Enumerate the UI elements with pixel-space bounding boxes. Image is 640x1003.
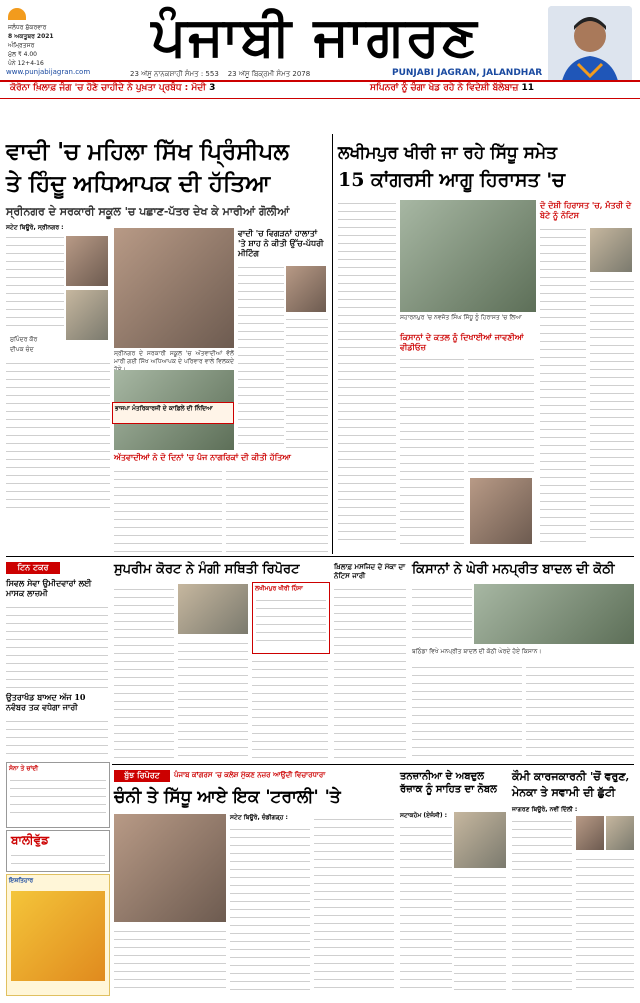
- victim2-name: ਦੀਪਕ ਚੰਦ: [10, 346, 34, 353]
- market-label: ਸੋਨਾ ਤੇ ਚਾਂਦੀ: [9, 765, 38, 772]
- lakhimpur-body-col1: [338, 198, 396, 544]
- tin-takkar-body2: [6, 716, 108, 756]
- lead-quote: ਅੱਤਵਾਦੀਆਂ ਨੇ ਦੋ ਦਿਨਾਂ 'ਚ ਪੰਜ ਨਾਗਰਿਕਾਂ ਦੀ ਕੀਤੀ ਹੱਤਿਆ: [114, 452, 291, 462]
- badal-body: [412, 584, 472, 644]
- nobel-headline[interactable]: ਤਨਜ਼ਾਨੀਆ ਦੇ ਅਬਦੁਲ ਰੱਜ਼ਾਕ ਨੂੰ ਸਾਹਿਤ ਦਾ ਨੋਬਲ: [400, 771, 497, 795]
- badal-column-head[interactable]: ਖ਼ਿਲਾਫ਼ ਮਸਜਿਦ ਦੇ ਮੱਕਾ ਦਾ ਨੋਟਿਸ ਜਾਰੀ: [334, 562, 406, 580]
- lakhimpur-headline-2[interactable]: 15 ਕਾਂਗਰਸੀ ਆਗੂ ਹਿਰਾਸਤ 'ਚ: [338, 169, 565, 191]
- bjp-box: [112, 402, 234, 424]
- masthead-day: ਜਲੰਧਰ ਸ਼ੁੱਕਰਵਾਰ: [8, 24, 47, 31]
- market-rates: [10, 775, 106, 819]
- channi-body-col2: [314, 814, 394, 994]
- channi-body-col3: [114, 926, 226, 994]
- lead-body-col1: [6, 232, 64, 330]
- supreme-box: [252, 582, 330, 654]
- top-ticker: [0, 80, 640, 99]
- masthead-edition: ਅੰਮ੍ਰਿਤਸਰ: [8, 42, 35, 49]
- nobel-body: [400, 822, 452, 994]
- bottom-ticker[interactable]: ਪੰਜਾਬ ਕਾਂਗਰਸ 'ਚ ਕਲੇਸ਼ ਮੁੱਕਣ ਨਜ਼ਰ ਆਉਂਦੀ ਵਿਚਾਰਧਾਰਾ: [174, 771, 326, 779]
- channi-sidhu-headline[interactable]: ਚੰਨੀ ਤੇ ਸਿੱਧੂ ਆਏ ਇਕ 'ਟਰਾਲੀ' 'ਤੇ: [114, 787, 341, 807]
- supreme-box-body: [256, 595, 326, 645]
- supreme-headline[interactable]: ਸੁਪਰੀਮ ਕੋਰਟ ਨੇ ਮੰਗੀ ਸਥਿਤੀ ਰਿਪੋਰਟ: [114, 562, 300, 577]
- supreme-body-col1: [114, 584, 174, 760]
- maneka-byline: ਜਾਗਰਣ ਬਿਊਰੋ, ਨਵੀਂ ਦਿੱਲੀ :: [512, 806, 578, 813]
- maneka-headline-2[interactable]: ਮੇਨਕਾ ਤੇ ਸਵਾਮੀ ਦੀ ਛੁੱਟੀ: [512, 786, 616, 799]
- tin-takkar-body: [6, 602, 108, 688]
- lead-photo-caption: ਸ੍ਰੀਨਗਰ ਦੇ ਸਰਕਾਰੀ ਸਕੂਲ 'ਚ ਅੱਤਵਾਦੀਆਂ ਵੱਲੋਂ ਮਾਰੀ ਗਈ ਸਿੱਖ ਅਧਿਆਪਕ ਦੇ ਪਰਿਵਾਰ ਵਾਲੇ ਵਿਲਕਦੇ: [114, 350, 234, 365]
- masthead-price: ਮੁੱਲ ₹ 4.00: [8, 51, 37, 58]
- supreme-body-col3: [252, 656, 328, 760]
- victim2-photo: [66, 290, 108, 340]
- ticker-right-page: 11: [521, 83, 535, 93]
- maneka-body: [512, 816, 572, 994]
- maneka-headline-1[interactable]: ਕੌਮੀ ਕਾਰਜਕਾਰਨੀ 'ਚੋਂ ਵਰੁਣ,: [512, 770, 630, 783]
- website-url[interactable]: www.punjabijagran.com: [6, 68, 91, 76]
- lakhimpur-headline-1[interactable]: ਲਖੀਮਪੁਰ ਖੀਰੀ ਜਾ ਰਹੇ ਸਿੱਧੂ ਸਮੇਤ: [338, 143, 558, 163]
- badal-headline[interactable]: ਕਿਸਾਨਾਂ ਨੇ ਘੇਰੀ ਮਨਪ੍ਰੀਤ ਬਾਦਲ ਦੀ ਕੋਠੀ: [412, 562, 615, 577]
- nobel-body2: [454, 872, 506, 994]
- ad-label: ਇਸ਼ਤਿਹਾਰ: [9, 877, 34, 884]
- vencobb-ad[interactable]: [6, 874, 110, 996]
- shah-meeting-body: [238, 262, 284, 448]
- nobel-author-photo: [454, 812, 506, 868]
- lead-headline-2[interactable]: ਤੇ ਹਿੰਦੂ ਅਧਿਆਪਕ ਦੀ ਹੱਤਿਆ: [6, 170, 271, 197]
- lakhimpur-side-body2: [590, 276, 634, 544]
- lakhimpur-body-col2: [400, 354, 464, 544]
- nanakshahi-date: 23 ਅੱਸੂ ਨਾਨਕਸ਼ਾਹੀ ਸੰਮਤ : 553: [130, 70, 219, 78]
- tin-takkar-sub[interactable]: ਉਤਰਾਖੰਡ ਬਾਅਦ ਅੱਜ 10 ਨਵੰਬਰ ਤਕ ਵਧੇਗਾ ਜਾਰੀ: [6, 692, 86, 712]
- ashish-mishra-photo: [590, 228, 632, 272]
- lead-byline: ਸਟੇਟ ਬਿਊਰੋ, ਸ੍ਰੀਨਗਰ :: [6, 224, 64, 231]
- bjp-box-title: ਭਾਜਪਾ ਮੰਤਰਿਕਾਰਜੀ ਦੇ ਕਾਫ਼ਿਲੇ ਦੀ ਨਿੰਦਿਆ: [115, 405, 213, 412]
- lower-divider: [112, 764, 634, 765]
- shah-meeting-body2: [286, 314, 328, 448]
- victim1-name: ਸੁਪਿੰਦਰ ਕੌਰ: [10, 336, 38, 343]
- ticker-left[interactable]: [10, 83, 215, 93]
- bollywood-body: [11, 850, 105, 866]
- bollywood-label: ਬਾਲੀਵੁੱਡ: [11, 833, 49, 847]
- supreme-body-col2: [178, 638, 248, 760]
- masthead-pages: ਪੰਨੇ 12+4-16: [8, 60, 44, 67]
- lead-subhead: ਸ੍ਰੀਨਗਰ ਦੇ ਸਰਕਾਰੀ ਸਕੂਲ 'ਚ ਪਛਾਣ-ਪੱਤਰ ਦੇਖ ਕੇ ਮਾਰੀਆਂ ਗੋਲੀਆਂ: [6, 205, 290, 218]
- newspaper-title: ਪੰਜਾਬੀ ਜਾਗਰਣ: [151, 4, 479, 68]
- buzz-report-label: ਬੁੱਝ ਰਿਪੋਰਟ: [114, 770, 170, 782]
- publisher-place: PUNJABI JAGRAN, JALANDHAR: [392, 68, 543, 78]
- ad-image: [11, 891, 105, 981]
- bollywood-box[interactable]: [6, 830, 110, 872]
- lakhimpur-sub: ਕਿਸਾਨਾਂ ਦੇ ਕਤਲ ਨੂੰ ਦਿਖਾਈਆਂ ਜਾਵਣੀਆਂ ਵੀਡੀਓਜ਼: [400, 332, 524, 352]
- tin-takkar-label: ਟਿਨ ਟਕਰ: [6, 562, 60, 574]
- shah-meeting-title[interactable]: ਵਾਦੀ 'ਚ ਵਿਗੜਨਾਂ ਹਾਲਾਤਾਂ 'ਤੇ ਸ਼ਾਹ ਨੇ ਕੀਤੀ ਉੱਚ-ਪੱਧਰੀ ਮੀਟਿੰਗ: [238, 228, 324, 258]
- badal-body3: [526, 662, 634, 760]
- lakhimpur-body-col3: [468, 354, 534, 474]
- amit-shah-photo: [286, 266, 326, 312]
- supreme-box-title: ਲਖੀਮਪੁਰ ਖੀਰੀ ਹਿੰਸਾ: [255, 585, 303, 592]
- badal-protest-photo: [474, 584, 634, 644]
- ticker-left-page: 3: [209, 83, 216, 93]
- lead-body-col3: [226, 466, 328, 556]
- channi-byline: ਸਟੇਟ ਬਿਊਰੋ, ਚੰਡੀਗੜ੍ਹ :: [230, 814, 288, 821]
- ticker-left-text: ਕੋਰੋਨਾ ਖ਼ਿਲਾਫ਼ ਜੰਗ 'ਚ ਹੋਣੇ ਚਾਹੀਦੇ ਨੇ ਪੁਖ਼ਤਾ ਪ੍ਰਬੰਧ : ਮੋਦੀ: [10, 83, 206, 93]
- badal-body2: [412, 662, 522, 760]
- badal-caption: ਬਠਿੰਡਾ ਵਿਖੇ ਮਨਪ੍ਰੀਤ ਬਾਦਲ ਦੀ ਕੋਠੀ ਘੇਰਦੇ ਹੋਏ ਕਿਸਾਨ।: [412, 648, 542, 655]
- lead-body-col2: [114, 466, 222, 556]
- ticker-right[interactable]: [370, 83, 534, 93]
- maneka-photo: [576, 816, 604, 850]
- victim1-photo: [66, 236, 108, 286]
- masthead-date: 8 ਅਕਤੂਬਰ 2021: [8, 33, 54, 40]
- lead-headline-1[interactable]: ਵਾਦੀ 'ਚ ਮਹਿਲਾ ਸਿੱਖ ਪ੍ਰਿੰਸੀਪਲ: [6, 138, 289, 165]
- sidhu-detained-photo: [400, 200, 536, 312]
- ticker-right-text: ਸਪਿਨਰਾਂ ਨੂੰ ਚੰਗਾ ਖੇਡ ਰਹੇ ਨੇ ਵਿਦੇਸ਼ੀ ਬੱਲੇਬਾਜ਼: [370, 83, 519, 93]
- nobel-byline: ਸਟਾਕਹੋਮ (ਏਜੰਸੀ) :: [400, 812, 448, 819]
- lakhimpur-side-body: [540, 224, 586, 544]
- masthead-info-block: [8, 8, 94, 68]
- maneka-body2: [576, 854, 634, 994]
- lead-body-col1b: [6, 358, 110, 508]
- bikrami-date: 23 ਅੱਸੂ ਬਿਕ੍ਰਮੀ ਸੰਮਤ 2078: [227, 70, 311, 78]
- masthead-calendar: [130, 70, 310, 79]
- lakhimpur-caption: ਸਹਾਰਨਪੁਰ 'ਚ ਨਵਜੋਤ ਸਿੰਘ ਸਿੱਧੂ ਨੂੰ ਹਿਰਾਸਤ 'ਚ ਲਿਆ: [400, 314, 522, 321]
- varun-photo: [606, 816, 634, 850]
- column-divider: [332, 134, 333, 554]
- market-box: [6, 762, 110, 828]
- farmer-portrait: [470, 478, 532, 544]
- lakhimpur-side-title[interactable]: ਦੋ ਦੋਸ਼ੀ ਹਿਰਾਸਤ 'ਚ, ਮੰਤਰੀ ਦੇ ਬੇਟੇ ਨੂੰ ਨੋਟਿਸ: [540, 200, 632, 220]
- channi-sidhu-photo: [114, 814, 226, 922]
- section-divider: [6, 556, 634, 557]
- channi-body-col1: [230, 824, 310, 994]
- supreme-court-photo: [178, 584, 248, 634]
- lead-main-photo: [114, 228, 234, 348]
- tin-takkar-title[interactable]: ਸਿਵਲ ਸੇਵਾ ਉਮੀਦਵਾਰਾਂ ਲਈ ਮਾਸਕ ਲਾਜ਼ਮੀ: [6, 578, 92, 598]
- badal-column-body: [334, 584, 406, 760]
- jagran-sun-logo: [8, 8, 26, 20]
